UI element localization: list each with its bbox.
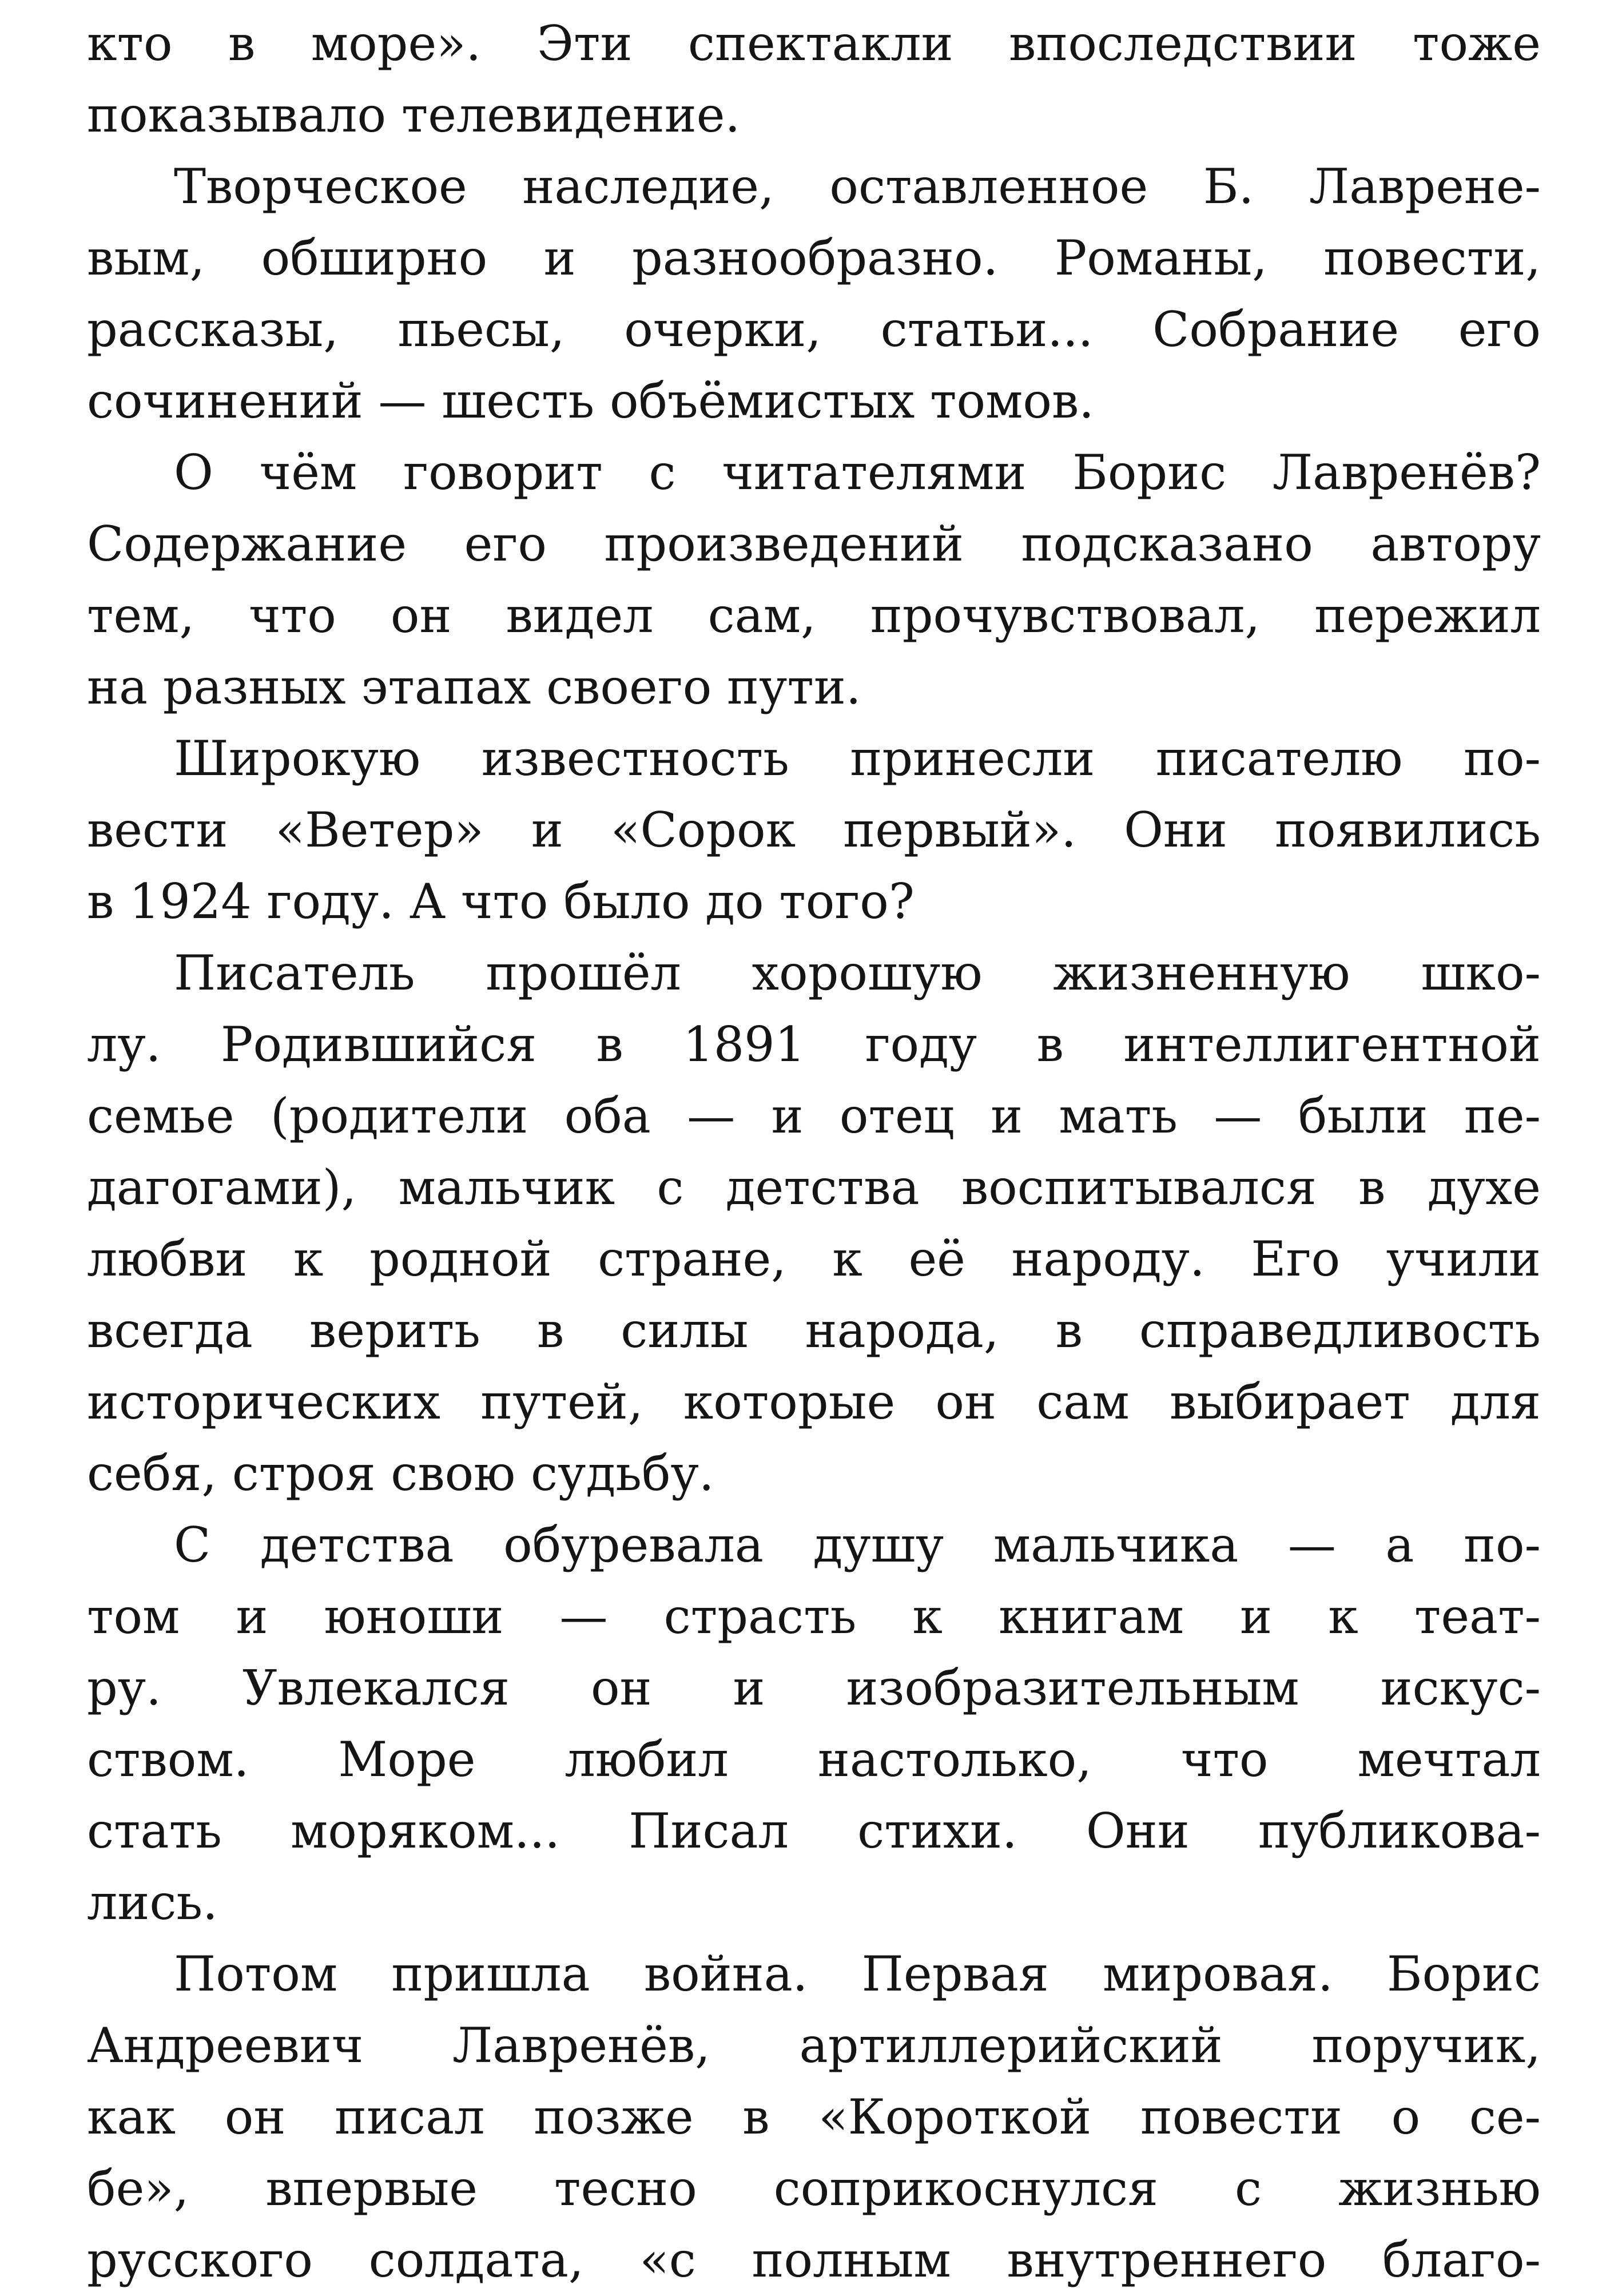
document-page [87, 8, 1541, 2296]
text-line: как он писал позже в «Короткой повести о се- [87, 2089, 1541, 2145]
text-line: исторических путей, которые он сам выбирает для [87, 1374, 1541, 1430]
text-line: С детства обуревала душу мальчика — а по- [174, 1517, 1541, 1573]
paragraph [87, 8, 1541, 151]
text-line: Писатель прошёл хорошую жизненную шко- [174, 945, 1541, 1001]
paragraph [87, 1510, 1541, 1939]
text-line: дагогами), мальчик с детства воспитывался в духе [87, 1159, 1541, 1215]
text-line: Содержание его произведений подсказано автору [87, 516, 1541, 572]
text-line: показывало телевидение. [87, 87, 741, 143]
text-line: О чём говорит с читателями Борис Лавренёв? [174, 444, 1541, 500]
text-line: Потом пришла война. Первая мировая. Борис [174, 1946, 1541, 2002]
text-line: всегда верить в силы народа, в справедливость [87, 1302, 1541, 1358]
paragraph [87, 1939, 1541, 2296]
paragraph [87, 723, 1541, 938]
text-line: русского солдата, «с полным внутреннего благо- [87, 2232, 1541, 2288]
text-line: Андреевич Лавренёв, артиллерийский поручик, [87, 2017, 1541, 2073]
text-line: ством. Море любил настолько, что мечтал [87, 1731, 1541, 1787]
text-line: рассказы, пьесы, очерки, статьи... Собрание его [87, 301, 1541, 357]
text-line: Творческое наследие, оставленное Б. Лаврене- [174, 158, 1541, 214]
text-line: в 1924 году. А что было до того? [87, 873, 915, 929]
text-line: ру. Увлекался он и изобразительным искус- [87, 1660, 1541, 1716]
text-line: вым, обширно и разнообразно. Романы, повести, [87, 230, 1541, 286]
text-line: лись. [87, 1874, 218, 1930]
text-line: сочинений — шесть объёмистых томов. [87, 373, 1094, 429]
text-line: том и юноши — страсть к книгам и к теат- [87, 1588, 1541, 1644]
text-line: бе», впервые тесно соприкоснулся с жизнью [87, 2160, 1541, 2216]
text-line: Широкую известность принесли писателю по- [174, 730, 1541, 786]
text-line: себя, строя свою судьбу. [87, 1445, 714, 1501]
paragraph [87, 151, 1541, 437]
text-line: тем, что он видел сам, прочувствовал, пережил [87, 587, 1541, 643]
text-line: любви к родной стране, к её народу. Его учили [87, 1231, 1541, 1287]
text-line: на разных этапах своего пути. [87, 659, 861, 715]
text-line: лу. Родившийся в 1891 году в интеллигентной [87, 1016, 1541, 1072]
text-line: семье (родители оба — и отец и мать — были пе- [87, 1088, 1541, 1144]
paragraph [87, 437, 1541, 723]
text-line: стать моряком... Писал стихи. Они публикова- [87, 1803, 1541, 1859]
paragraph [87, 938, 1541, 1510]
text-line: вести «Ветер» и «Сорок первый». Они появились [87, 802, 1541, 858]
text-line: кто в море». Эти спектакли впоследствии тоже [87, 15, 1541, 71]
